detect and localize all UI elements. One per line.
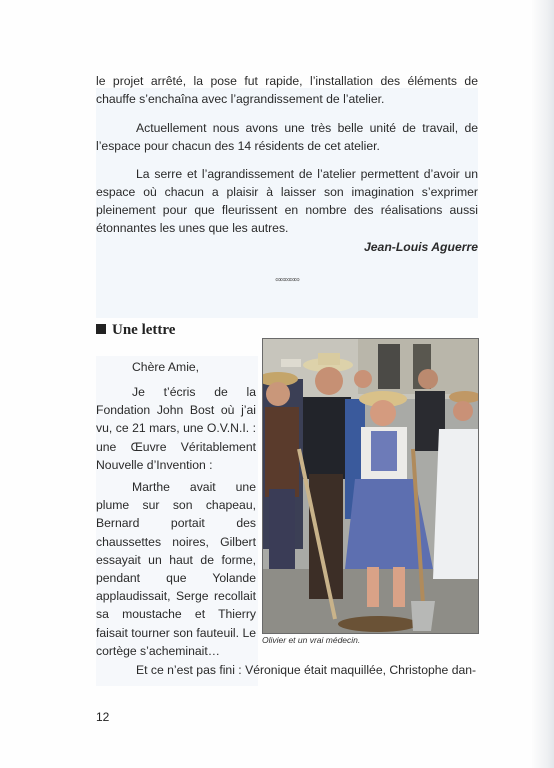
letter-paragraph-3: Et ce n’est pas fini : Véronique était maquillée, Christophe dan- [136,663,477,677]
letter-paragraph-1: Je t’écris de la Fondation John Bost où j’ai vu, ce 21 mars, une O.V.N.I. : une Œuvre Véritablement Nouvelle d’Invention : [96,385,256,472]
photo-illustration [263,339,478,633]
letter-paragraph-2: Marthe avait une plume sur son chapeau, Bernard portait des chaussettes noires, Gilbert essayait un haut de forme, pendant que Yolande applaudissait, Serge recollait sa moustache et Thierry faisait tourner son fauteuil. Le cortège s’acheminait… [96,480,256,658]
ornament-divider: ∞∞∞∞∞ [275,275,299,284]
paragraph-1: le projet arrêté, la pose fut rapide, l’installation des éléments de chauffe s’enchaîna avec l’agrandissement de l’atelier. [96,74,478,106]
photo-olivier [262,338,479,634]
paragraph-2: Actuellement nous avons une très belle unité de travail, de l’espace pour chacun des 14 résidents de cet atelier. [96,121,478,153]
square-bullet-icon [96,324,106,334]
section-title: Une lettre [112,322,176,338]
page-number: 12 [96,710,110,724]
photo-caption: Olivier et un vrai médecin. [262,635,361,645]
section-heading [96,322,175,339]
paragraph-3: La serre et l’agrandissement de l’atelier permettent d’avoir un espace où chacun a plaisir à laisser son imagination s’exprimer pleinement pour que fleurissent en nombre des réalisations aussi étonnantes les unes que les autres. [96,167,478,235]
signature: Jean-Louis Aguerre [363,240,478,254]
page-edge [532,0,554,768]
letter-salutation: Chère Amie, [132,360,200,374]
